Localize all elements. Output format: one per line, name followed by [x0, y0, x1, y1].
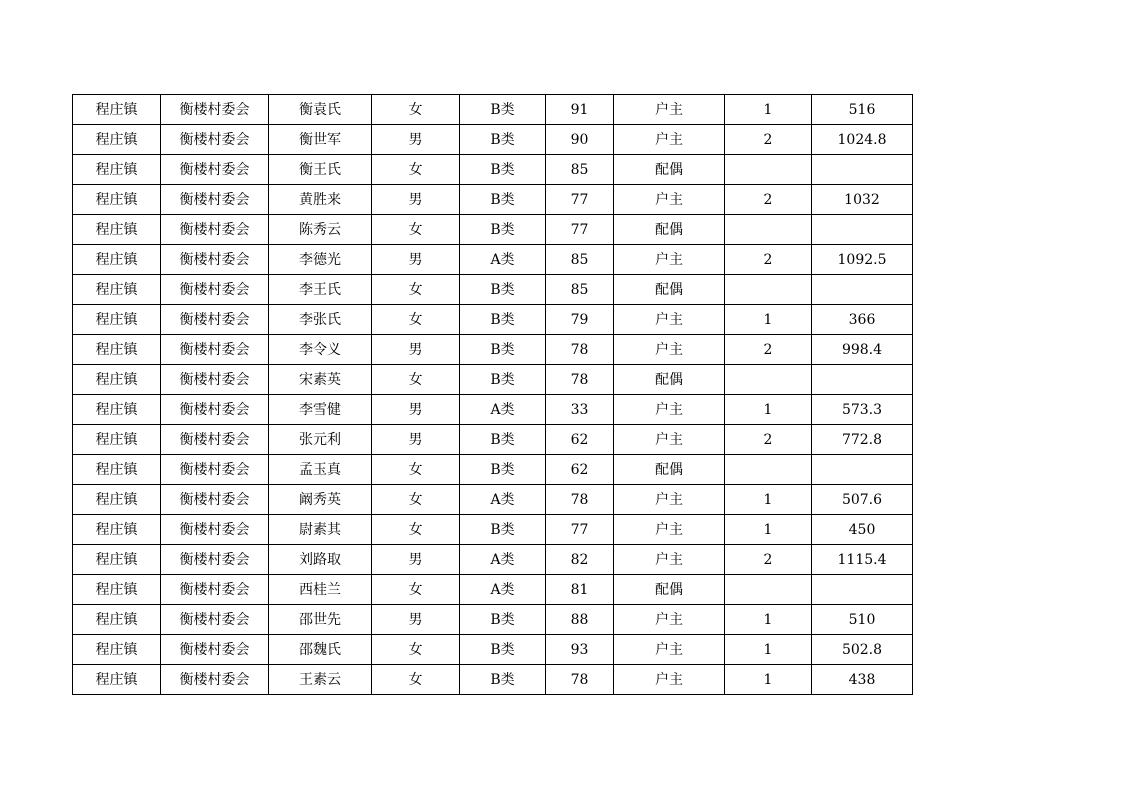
age-cell: 33: [546, 395, 614, 425]
relation-cell: 配偶: [614, 155, 725, 185]
town-cell: 程庄镇: [73, 575, 161, 605]
village-cell: 衡楼村委会: [161, 275, 269, 305]
name-cell: 衡世军: [269, 125, 372, 155]
village-cell: 衡楼村委会: [161, 365, 269, 395]
records-table: [72, 94, 913, 695]
gender-cell: 女: [372, 665, 460, 695]
household-size-cell: [725, 365, 812, 395]
town-cell: 程庄镇: [73, 455, 161, 485]
table-row: [73, 605, 913, 635]
records-table-body: [73, 95, 913, 695]
age-cell: 90: [546, 125, 614, 155]
household-size-cell: [725, 215, 812, 245]
village-cell: 衡楼村委会: [161, 605, 269, 635]
village-cell: 衡楼村委会: [161, 575, 269, 605]
name-cell: 刘路取: [269, 545, 372, 575]
name-cell: 李张氏: [269, 305, 372, 335]
category-cell: A类: [460, 575, 546, 605]
village-cell: 衡楼村委会: [161, 305, 269, 335]
table-row: [73, 485, 913, 515]
village-cell: 衡楼村委会: [161, 455, 269, 485]
relation-cell: 户主: [614, 95, 725, 125]
village-cell: 衡楼村委会: [161, 95, 269, 125]
village-cell: 衡楼村委会: [161, 425, 269, 455]
category-cell: A类: [460, 245, 546, 275]
table-row: [73, 155, 913, 185]
town-cell: 程庄镇: [73, 395, 161, 425]
amount-cell: 1032: [812, 185, 913, 215]
gender-cell: 女: [372, 305, 460, 335]
age-cell: 62: [546, 455, 614, 485]
town-cell: 程庄镇: [73, 365, 161, 395]
village-cell: 衡楼村委会: [161, 335, 269, 365]
household-size-cell: 1: [725, 605, 812, 635]
village-cell: 衡楼村委会: [161, 215, 269, 245]
name-cell: 邵魏氏: [269, 635, 372, 665]
age-cell: 85: [546, 155, 614, 185]
category-cell: B类: [460, 95, 546, 125]
age-cell: 91: [546, 95, 614, 125]
village-cell: 衡楼村委会: [161, 125, 269, 155]
name-cell: 阚秀英: [269, 485, 372, 515]
age-cell: 77: [546, 185, 614, 215]
amount-cell: 366: [812, 305, 913, 335]
name-cell: 邵世先: [269, 605, 372, 635]
amount-cell: 573.3: [812, 395, 913, 425]
category-cell: A类: [460, 485, 546, 515]
name-cell: 黄胜来: [269, 185, 372, 215]
town-cell: 程庄镇: [73, 605, 161, 635]
relation-cell: 户主: [614, 545, 725, 575]
relation-cell: 户主: [614, 305, 725, 335]
amount-cell: [812, 155, 913, 185]
category-cell: A类: [460, 545, 546, 575]
amount-cell: 1092.5: [812, 245, 913, 275]
village-cell: 衡楼村委会: [161, 155, 269, 185]
gender-cell: 女: [372, 155, 460, 185]
table-row: [73, 95, 913, 125]
table-row: [73, 515, 913, 545]
category-cell: B类: [460, 455, 546, 485]
amount-cell: 438: [812, 665, 913, 695]
relation-cell: 户主: [614, 425, 725, 455]
town-cell: 程庄镇: [73, 335, 161, 365]
village-cell: 衡楼村委会: [161, 515, 269, 545]
category-cell: B类: [460, 185, 546, 215]
town-cell: 程庄镇: [73, 125, 161, 155]
table-row: [73, 245, 913, 275]
age-cell: 78: [546, 365, 614, 395]
table-row: [73, 635, 913, 665]
table-row: [73, 425, 913, 455]
gender-cell: 女: [372, 635, 460, 665]
category-cell: A类: [460, 395, 546, 425]
village-cell: 衡楼村委会: [161, 545, 269, 575]
relation-cell: 户主: [614, 185, 725, 215]
household-size-cell: [725, 575, 812, 605]
village-cell: 衡楼村委会: [161, 395, 269, 425]
gender-cell: 女: [372, 365, 460, 395]
amount-cell: 772.8: [812, 425, 913, 455]
category-cell: B类: [460, 425, 546, 455]
amount-cell: 450: [812, 515, 913, 545]
town-cell: 程庄镇: [73, 95, 161, 125]
relation-cell: 户主: [614, 605, 725, 635]
gender-cell: 女: [372, 455, 460, 485]
category-cell: B类: [460, 155, 546, 185]
table-row: [73, 305, 913, 335]
age-cell: 93: [546, 635, 614, 665]
name-cell: 西桂兰: [269, 575, 372, 605]
town-cell: 程庄镇: [73, 485, 161, 515]
category-cell: B类: [460, 125, 546, 155]
household-size-cell: 1: [725, 485, 812, 515]
town-cell: 程庄镇: [73, 305, 161, 335]
category-cell: B类: [460, 635, 546, 665]
household-size-cell: 2: [725, 245, 812, 275]
town-cell: 程庄镇: [73, 215, 161, 245]
amount-cell: [812, 215, 913, 245]
town-cell: 程庄镇: [73, 545, 161, 575]
age-cell: 88: [546, 605, 614, 635]
table-row: [73, 125, 913, 155]
town-cell: 程庄镇: [73, 155, 161, 185]
age-cell: 82: [546, 545, 614, 575]
town-cell: 程庄镇: [73, 665, 161, 695]
amount-cell: 507.6: [812, 485, 913, 515]
relation-cell: 配偶: [614, 575, 725, 605]
table-row: [73, 335, 913, 365]
category-cell: B类: [460, 515, 546, 545]
relation-cell: 配偶: [614, 275, 725, 305]
household-size-cell: 2: [725, 125, 812, 155]
name-cell: 陈秀云: [269, 215, 372, 245]
household-size-cell: [725, 455, 812, 485]
name-cell: 李王氏: [269, 275, 372, 305]
age-cell: 79: [546, 305, 614, 335]
village-cell: 衡楼村委会: [161, 185, 269, 215]
category-cell: B类: [460, 335, 546, 365]
category-cell: B类: [460, 305, 546, 335]
village-cell: 衡楼村委会: [161, 245, 269, 275]
name-cell: 李令义: [269, 335, 372, 365]
village-cell: 衡楼村委会: [161, 485, 269, 515]
amount-cell: 1115.4: [812, 545, 913, 575]
table-row: [73, 665, 913, 695]
table-row: [73, 455, 913, 485]
relation-cell: 配偶: [614, 365, 725, 395]
category-cell: B类: [460, 215, 546, 245]
name-cell: 衡王氏: [269, 155, 372, 185]
gender-cell: 男: [372, 425, 460, 455]
gender-cell: 女: [372, 515, 460, 545]
table-row: [73, 215, 913, 245]
household-size-cell: 1: [725, 95, 812, 125]
town-cell: 程庄镇: [73, 425, 161, 455]
category-cell: B类: [460, 605, 546, 635]
age-cell: 77: [546, 515, 614, 545]
age-cell: 78: [546, 335, 614, 365]
relation-cell: 户主: [614, 485, 725, 515]
relation-cell: 户主: [614, 395, 725, 425]
gender-cell: 女: [372, 95, 460, 125]
amount-cell: [812, 365, 913, 395]
table-row: [73, 575, 913, 605]
town-cell: 程庄镇: [73, 245, 161, 275]
relation-cell: 户主: [614, 245, 725, 275]
age-cell: 85: [546, 245, 614, 275]
household-size-cell: 1: [725, 515, 812, 545]
village-cell: 衡楼村委会: [161, 635, 269, 665]
name-cell: 尉素其: [269, 515, 372, 545]
town-cell: 程庄镇: [73, 515, 161, 545]
relation-cell: 户主: [614, 635, 725, 665]
category-cell: B类: [460, 365, 546, 395]
relation-cell: 户主: [614, 515, 725, 545]
amount-cell: 1024.8: [812, 125, 913, 155]
gender-cell: 女: [372, 215, 460, 245]
table-row: [73, 185, 913, 215]
relation-cell: 户主: [614, 665, 725, 695]
age-cell: 78: [546, 485, 614, 515]
gender-cell: 女: [372, 485, 460, 515]
relation-cell: 户主: [614, 125, 725, 155]
household-size-cell: 2: [725, 185, 812, 215]
gender-cell: 男: [372, 245, 460, 275]
household-size-cell: 2: [725, 335, 812, 365]
amount-cell: [812, 575, 913, 605]
name-cell: 王素云: [269, 665, 372, 695]
household-size-cell: 1: [725, 635, 812, 665]
household-size-cell: 1: [725, 395, 812, 425]
relation-cell: 户主: [614, 335, 725, 365]
gender-cell: 男: [372, 335, 460, 365]
town-cell: 程庄镇: [73, 185, 161, 215]
table-row: [73, 395, 913, 425]
amount-cell: [812, 275, 913, 305]
household-size-cell: 2: [725, 545, 812, 575]
age-cell: 85: [546, 275, 614, 305]
household-size-cell: 2: [725, 425, 812, 455]
gender-cell: 女: [372, 575, 460, 605]
age-cell: 77: [546, 215, 614, 245]
age-cell: 78: [546, 665, 614, 695]
name-cell: 孟玉真: [269, 455, 372, 485]
gender-cell: 男: [372, 395, 460, 425]
household-size-cell: 1: [725, 305, 812, 335]
household-size-cell: 1: [725, 665, 812, 695]
name-cell: 张元利: [269, 425, 372, 455]
age-cell: 62: [546, 425, 614, 455]
table-row: [73, 545, 913, 575]
name-cell: 衡袁氏: [269, 95, 372, 125]
village-cell: 衡楼村委会: [161, 665, 269, 695]
gender-cell: 男: [372, 545, 460, 575]
gender-cell: 男: [372, 605, 460, 635]
name-cell: 宋素英: [269, 365, 372, 395]
gender-cell: 女: [372, 275, 460, 305]
town-cell: 程庄镇: [73, 275, 161, 305]
town-cell: 程庄镇: [73, 635, 161, 665]
household-size-cell: [725, 155, 812, 185]
relation-cell: 配偶: [614, 455, 725, 485]
category-cell: B类: [460, 665, 546, 695]
amount-cell: 510: [812, 605, 913, 635]
gender-cell: 男: [372, 185, 460, 215]
amount-cell: 516: [812, 95, 913, 125]
amount-cell: 998.4: [812, 335, 913, 365]
name-cell: 李德光: [269, 245, 372, 275]
category-cell: B类: [460, 275, 546, 305]
age-cell: 81: [546, 575, 614, 605]
amount-cell: [812, 455, 913, 485]
table-row: [73, 275, 913, 305]
relation-cell: 配偶: [614, 215, 725, 245]
gender-cell: 男: [372, 125, 460, 155]
household-size-cell: [725, 275, 812, 305]
amount-cell: 502.8: [812, 635, 913, 665]
name-cell: 李雪健: [269, 395, 372, 425]
table-row: [73, 365, 913, 395]
